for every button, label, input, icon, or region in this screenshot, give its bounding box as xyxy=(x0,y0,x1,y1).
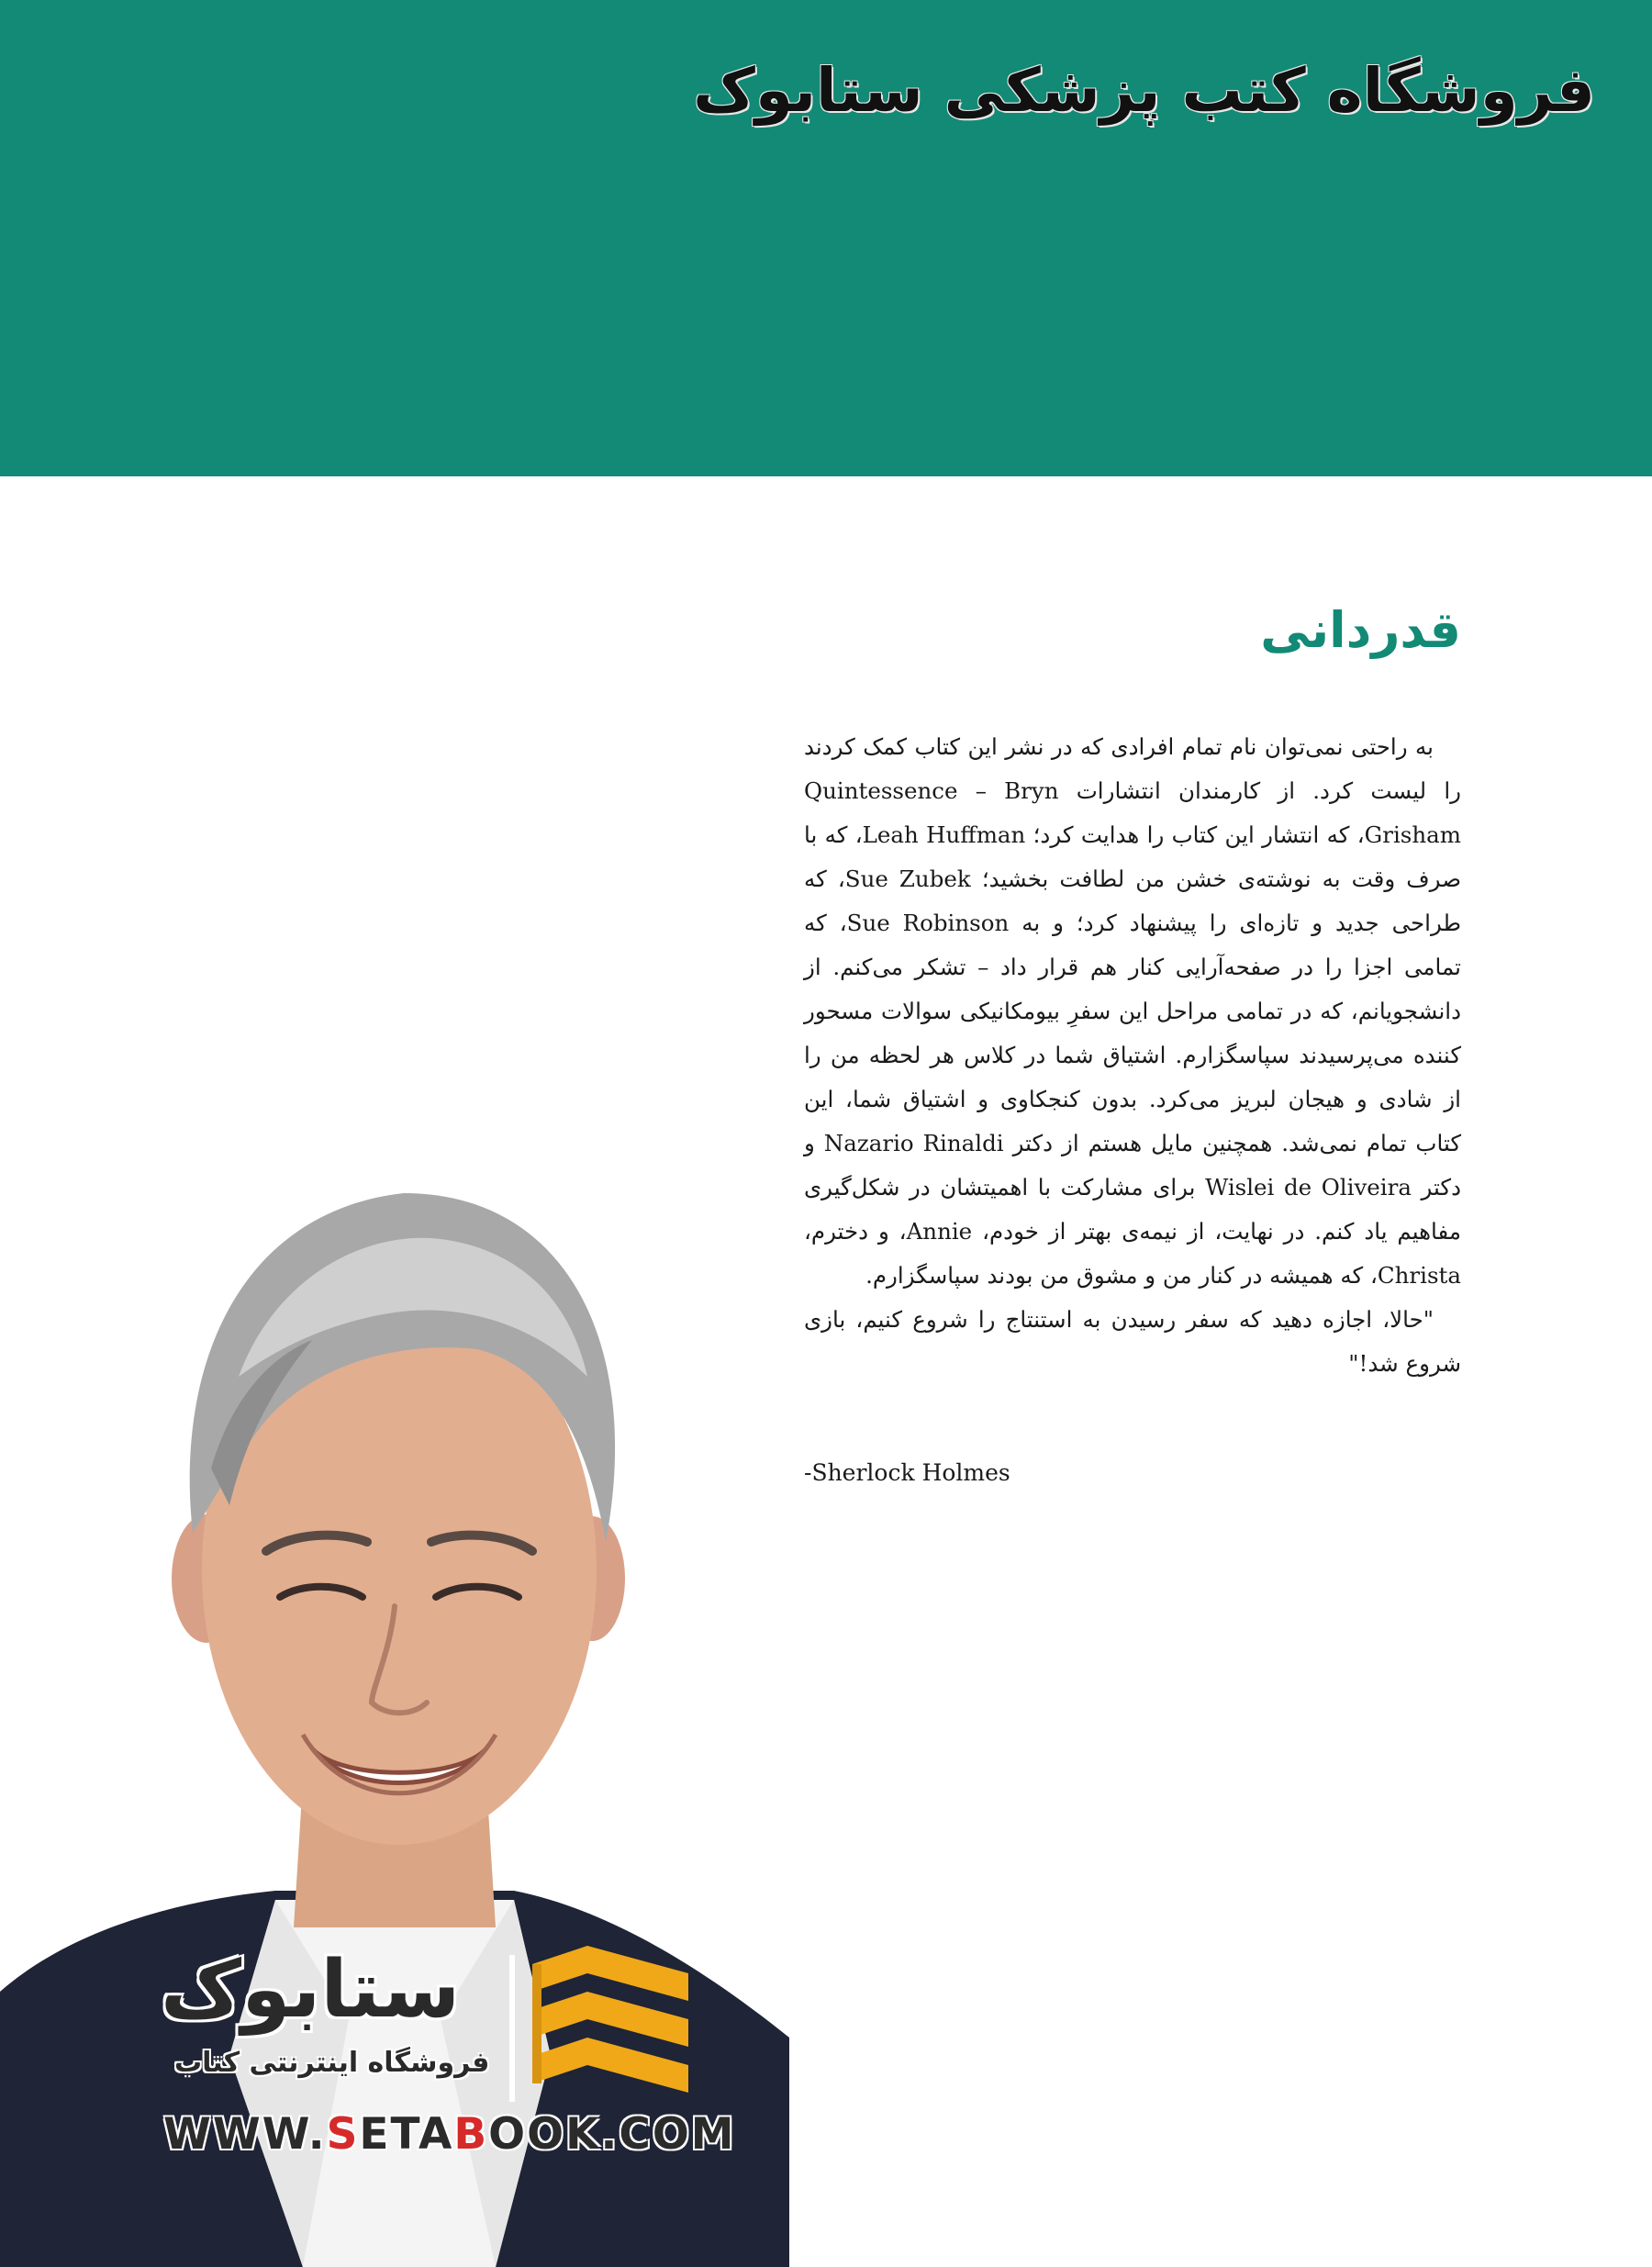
section-heading: قدردانی xyxy=(1260,601,1461,659)
quote-paragraph: "حالا، اجازه دهید که سفر رسیدن به استنتاج را شروع کنیم، بازی شروع شد!" xyxy=(804,1306,1461,1377)
quote-signature: -Sherlock Holmes xyxy=(804,1459,1010,1486)
url-accent-letter: S xyxy=(326,2109,360,2160)
url-accent-letter: B xyxy=(453,2109,489,2160)
url-part: WWW. xyxy=(163,2109,327,2160)
store-title: فروشگاه کتب پزشکی ستابوک xyxy=(693,55,1595,126)
url-part: ETA xyxy=(359,2109,454,2160)
url-part: OOK.COM xyxy=(488,2109,736,2160)
watermark-tagline: فروشگاه اینترنتی کتاب xyxy=(174,2047,490,2079)
watermark-brand: ستابوک xyxy=(161,1944,461,2036)
acknowledgment-text xyxy=(804,725,1461,1386)
setabook-chevron-icon xyxy=(532,1946,688,2093)
watermark-url xyxy=(163,2109,736,2160)
acknowledgment-paragraph: به راحتی نمی‌توان نام تمام افرادی که در نشر این کتاب کمک کردند را لیست کرد. از کارمندان انتشارات Quintessence – Bryn Grisham، که انتشار این کتاب را هدایت کرد؛ Leah Huffman، که با صرف وقت به نوشته‌ی خشن من لطافت بخشید؛ Sue Zubek، که طراحی جدید و تازه‌ای را پیشنهاد کرد؛ و به Sue Robinson، که تمامی اجزا را در صفحه‌آرایی کنار هم قرار داد – تشکر می‌کنم. از دانشجویانم، که در تمامی مراحل این سفرِ بیومکانیکی سوالات مسحور کننده می‌پرسیدند سپاسگزارم. اشتیاق شما در کلاس هر لحظه من را از شادی و هیجان لبریز می‌کرد. بدون کنجکاوی و اشتیاق شما، این کتاب تمام نمی‌شد. همچنین مایل هستم از دکتر Nazario Rinaldi و دکتر Wislei de Oliveira برای مشارکت با اهمیتشان در شکل‌گیری مفاهیم یاد کنم. در نهایت، از نیمه‌ی بهتر از خودم، Annie، و دخترم، Christa، که همیشه در کنار من و مشوق من بودند سپاسگزارم. xyxy=(804,733,1462,1289)
header-banner xyxy=(0,0,1652,476)
